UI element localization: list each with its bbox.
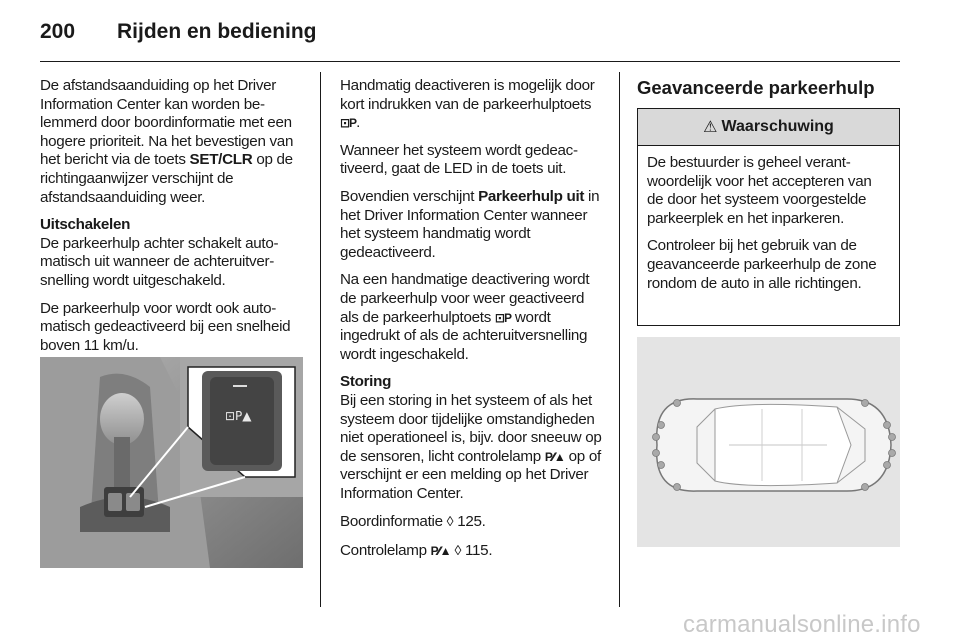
page-number: 200: [40, 20, 76, 43]
warning-label: Waarschuwing: [721, 118, 834, 135]
paragraph-message: Bovendien verschijnt Parkeerhulp uit in het Driver Information Center wanneer het systeem handmatig wordt gedeactiveerd.: [340, 187, 600, 261]
section-title: Rijden en bediening: [117, 20, 317, 43]
paragraph-fault: Bij een storing in het systeem of als het systeem door tijdelijke omstandigheden niet operationeel is, bijv. door sneeuw op de sensoren, licht controlelamp P⁄⁄▲ op of verschijnt er een melding op het Driver Information Center.: [340, 391, 602, 502]
column-divider-2: [619, 72, 620, 607]
column-divider-1: [320, 72, 321, 607]
paragraph-reactivate: Na een handmatige deactivering wordt de parkeerhulp voor weer geactiveerd als de parkeerhulptoets ⊡P wordt ingedrukt of als de achteruitversnelling wordt ingeschakeld.: [340, 271, 590, 363]
car-top-view-illustration: [637, 337, 900, 547]
paragraph-distance-display: De afstandsaanduiding op het Driver Information Center kan worden belemmerd door boordinformatie met een hogere prioriteit. Na het bevestigen van het bericht via de toets SET/CLR op de richtingaanwijzer verschijnt de afstandsaanduiding weer.: [40, 77, 294, 206]
reference-controlelamp: Controlelamp P⁄⁄▲ ◊ 115.: [340, 542, 493, 560]
console-photo: [40, 357, 303, 568]
paragraph-manual-deactivate: Handmatig deactiveren is mogelijk door kort indrukken van de parkeerhulptoets ⊡P.: [340, 77, 595, 132]
header-rule: [40, 61, 900, 62]
parking-button-icon: ⊡P: [340, 116, 357, 131]
column-3: [637, 77, 900, 108]
warning-paragraph-1: De bestuurder is geheel verantwoordelijk voor het accepteren van de door het systeem voorgestelde parkeerplek en het inparkeren.: [647, 154, 872, 227]
svg-text:⊡P▲: ⊡P▲: [225, 409, 252, 423]
reference-arrow-icon: ◊: [454, 542, 462, 559]
parking-button-icon: ⊡P: [494, 310, 511, 325]
warning-paragraph-2: Controleer bij het gebruik van de geavanceerde parkeerhulp de zone rondom de auto in alle richtingen.: [647, 237, 877, 292]
watermark: carmanualsonline.info: [683, 611, 921, 638]
column-1: [40, 77, 303, 364]
car-sensor-diagram: [637, 337, 900, 547]
warning-header: [638, 109, 899, 146]
heading-advanced-parking: Geavanceerde parkeerhulp: [637, 77, 875, 98]
parking-lamp-icon: P⁄⁄▲: [430, 544, 451, 559]
reference-arrow-icon: ◊: [446, 513, 454, 530]
warning-box: [637, 108, 900, 326]
parking-lamp-icon: P⁄⁄▲: [544, 449, 565, 464]
heading-uitschakelen: Uitschakelen: [40, 216, 131, 234]
paragraph-rear-off: De parkeerhulp achter schakelt automatisch uit wanneer de achteruitversnelling wordt uitgeschakeld.: [40, 234, 279, 289]
reference-boordinformatie: Boordinformatie ◊ 125.: [340, 513, 486, 531]
heading-storing: Storing: [340, 373, 392, 391]
warning-body: [638, 146, 899, 293]
warning-icon: ⚠: [703, 119, 718, 136]
paragraph-led-off: Wanneer het systeem wordt gedeactiveerd, gaat de LED in de toets uit.: [340, 141, 579, 178]
console-illustration: [40, 357, 303, 568]
set-clr-key: SET/CLR: [189, 151, 253, 169]
column-2: [340, 77, 603, 570]
paragraph-front-off: De parkeerhulp voor wordt ook automatisch gedeactiveerd bij een snelheid boven 11 km/u.: [40, 299, 291, 354]
